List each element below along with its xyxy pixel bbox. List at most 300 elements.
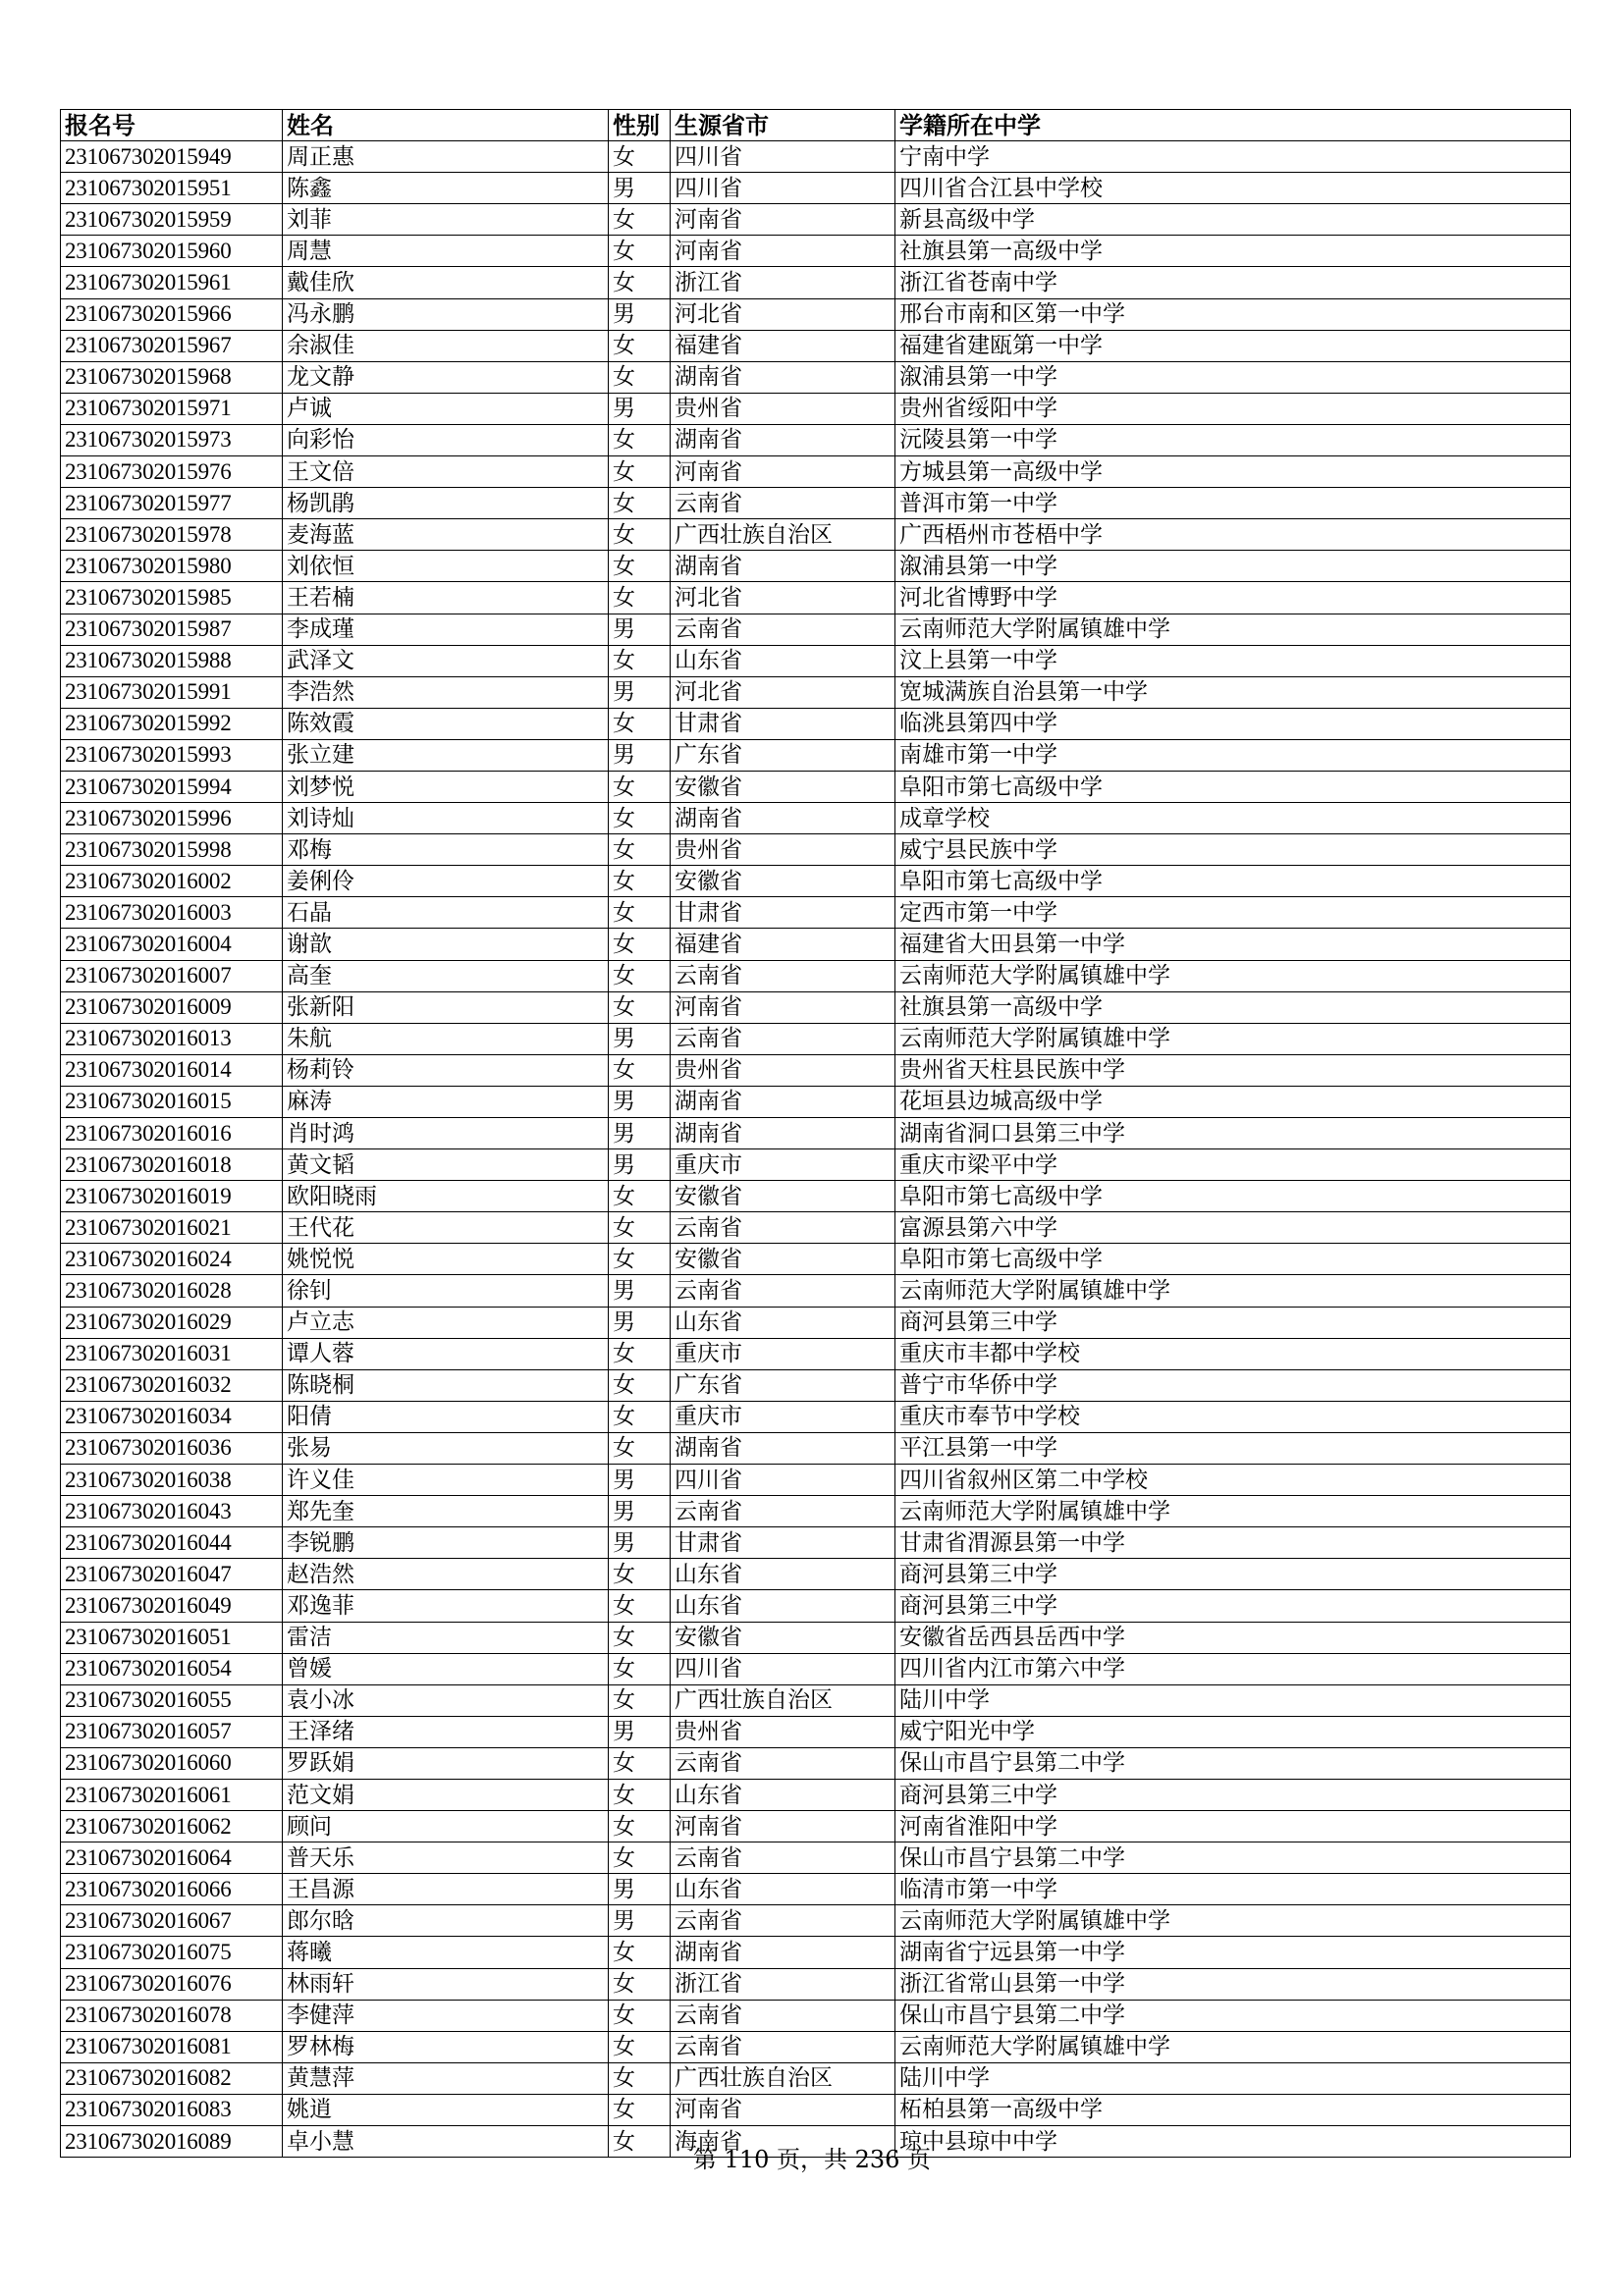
province-cell: 山东省	[671, 645, 895, 676]
table-row	[61, 929, 1571, 960]
registration-number-cell: 231067302016013	[61, 1023, 283, 1054]
school-cell: 云南师范大学附属镇雄中学	[895, 1496, 1571, 1527]
province-cell: 云南省	[671, 1747, 895, 1779]
registration-number-cell: 231067302015968	[61, 361, 283, 393]
school-cell: 普洱市第一中学	[895, 488, 1571, 519]
gender-cell: 女	[609, 424, 671, 455]
gender-cell: 女	[609, 1244, 671, 1275]
school-cell: 富源县第六中学	[895, 1212, 1571, 1244]
table-row	[61, 991, 1571, 1023]
name-cell: 李浩然	[283, 676, 609, 708]
table-row	[61, 551, 1571, 582]
table-row	[61, 204, 1571, 236]
gender-cell: 女	[609, 1653, 671, 1684]
gender-cell: 女	[609, 1811, 671, 1842]
school-cell: 安徽省岳西县岳西中学	[895, 1622, 1571, 1653]
registration-number-cell: 231067302016057	[61, 1716, 283, 1747]
school-cell: 新县高级中学	[895, 204, 1571, 236]
name-cell: 陈效霞	[283, 708, 609, 739]
table-row	[61, 456, 1571, 488]
registration-number-cell: 231067302015988	[61, 645, 283, 676]
gender-cell: 女	[609, 456, 671, 488]
header-name: 姓名	[283, 110, 609, 141]
province-cell: 河北省	[671, 298, 895, 330]
name-cell: 姜俐伶	[283, 866, 609, 897]
gender-cell: 女	[609, 1054, 671, 1086]
province-cell: 山东省	[671, 1307, 895, 1338]
name-cell: 蒋曦	[283, 1937, 609, 1968]
name-cell: 杨凯鹃	[283, 488, 609, 519]
school-cell: 威宁阳光中学	[895, 1716, 1571, 1747]
table-row	[61, 1937, 1571, 1968]
school-cell: 临洮县第四中学	[895, 708, 1571, 739]
province-cell: 湖南省	[671, 551, 895, 582]
registration-number-cell: 231067302016064	[61, 1842, 283, 1874]
table-row	[61, 1086, 1571, 1117]
province-cell: 河南省	[671, 236, 895, 267]
school-cell: 商河县第三中学	[895, 1779, 1571, 1810]
province-cell: 广东省	[671, 739, 895, 771]
name-cell: 谢歆	[283, 929, 609, 960]
province-cell: 浙江省	[671, 1968, 895, 2000]
province-cell: 湖南省	[671, 1086, 895, 1117]
school-cell: 宽城满族自治县第一中学	[895, 676, 1571, 708]
name-cell: 林雨轩	[283, 1968, 609, 2000]
name-cell: 陈晓桐	[283, 1369, 609, 1401]
gender-cell: 女	[609, 1401, 671, 1432]
table-row	[61, 488, 1571, 519]
registration-number-cell: 231067302016004	[61, 929, 283, 960]
school-cell: 阜阳市第七高级中学	[895, 866, 1571, 897]
school-cell: 四川省合江县中学校	[895, 173, 1571, 204]
name-cell: 黄文韬	[283, 1149, 609, 1181]
registration-number-cell: 231067302016081	[61, 2031, 283, 2062]
gender-cell: 男	[609, 739, 671, 771]
province-cell: 贵州省	[671, 1054, 895, 1086]
province-cell: 云南省	[671, 1905, 895, 1937]
name-cell: 周慧	[283, 236, 609, 267]
registration-number-cell: 231067302016024	[61, 1244, 283, 1275]
gender-cell: 女	[609, 1622, 671, 1653]
school-cell: 云南师范大学附属镇雄中学	[895, 960, 1571, 991]
province-cell: 云南省	[671, 2000, 895, 2031]
gender-cell: 女	[609, 645, 671, 676]
table-row	[61, 708, 1571, 739]
school-cell: 溆浦县第一中学	[895, 361, 1571, 393]
registration-number-cell: 231067302016061	[61, 1779, 283, 1810]
registration-number-cell: 231067302015991	[61, 676, 283, 708]
province-cell: 浙江省	[671, 267, 895, 298]
school-cell: 商河县第三中学	[895, 1559, 1571, 1590]
name-cell: 张易	[283, 1432, 609, 1464]
school-cell: 溆浦县第一中学	[895, 551, 1571, 582]
name-cell: 徐钊	[283, 1275, 609, 1307]
gender-cell: 女	[609, 267, 671, 298]
school-cell: 沅陵县第一中学	[895, 424, 1571, 455]
province-cell: 河南省	[671, 204, 895, 236]
school-cell: 甘肃省渭源县第一中学	[895, 1527, 1571, 1559]
registration-number-cell: 231067302016028	[61, 1275, 283, 1307]
table-row	[61, 330, 1571, 361]
province-cell: 云南省	[671, 1275, 895, 1307]
school-cell: 宁南中学	[895, 141, 1571, 173]
table-row	[61, 141, 1571, 173]
province-cell: 云南省	[671, 2031, 895, 2062]
gender-cell: 男	[609, 676, 671, 708]
registration-number-cell: 231067302016083	[61, 2094, 283, 2125]
school-cell: 成章学校	[895, 803, 1571, 834]
registration-number-cell: 231067302016019	[61, 1181, 283, 1212]
table-row	[61, 267, 1571, 298]
registration-number-cell: 231067302015985	[61, 582, 283, 614]
table-row	[61, 866, 1571, 897]
province-cell: 湖南省	[671, 361, 895, 393]
gender-cell: 女	[609, 1842, 671, 1874]
province-cell: 河南省	[671, 456, 895, 488]
gender-cell: 女	[609, 1212, 671, 1244]
gender-cell: 女	[609, 803, 671, 834]
name-cell: 许义佳	[283, 1465, 609, 1496]
gender-cell: 男	[609, 1307, 671, 1338]
name-cell: 戴佳欣	[283, 267, 609, 298]
registration-number-cell: 231067302016003	[61, 897, 283, 929]
school-cell: 临清市第一中学	[895, 1874, 1571, 1905]
gender-cell: 男	[609, 1023, 671, 1054]
school-cell: 陆川中学	[895, 2062, 1571, 2094]
name-cell: 阳倩	[283, 1401, 609, 1432]
school-cell: 福建省大田县第一中学	[895, 929, 1571, 960]
name-cell: 罗林梅	[283, 2031, 609, 2062]
gender-cell: 男	[609, 614, 671, 645]
header-gender: 性别	[609, 110, 671, 141]
table-row	[61, 676, 1571, 708]
school-cell: 云南师范大学附属镇雄中学	[895, 1023, 1571, 1054]
name-cell: 向彩怡	[283, 424, 609, 455]
registration-number-cell: 231067302016055	[61, 1684, 283, 1716]
province-cell: 安徽省	[671, 1244, 895, 1275]
table-body	[61, 141, 1571, 2158]
table-row	[61, 2000, 1571, 2031]
gender-cell: 女	[609, 330, 671, 361]
gender-cell: 女	[609, 2062, 671, 2094]
table-row	[61, 1307, 1571, 1338]
province-cell: 湖南省	[671, 1432, 895, 1464]
school-cell: 邢台市南和区第一中学	[895, 298, 1571, 330]
name-cell: 普天乐	[283, 1842, 609, 1874]
registration-number-cell: 231067302016002	[61, 866, 283, 897]
province-cell: 安徽省	[671, 771, 895, 802]
table-row	[61, 1212, 1571, 1244]
registration-number-cell: 231067302015994	[61, 771, 283, 802]
province-cell: 河南省	[671, 2094, 895, 2125]
name-cell: 卓小慧	[283, 2126, 609, 2158]
gender-cell: 女	[609, 2000, 671, 2031]
name-cell: 赵浩然	[283, 1559, 609, 1590]
table-row	[61, 1842, 1571, 1874]
header-origin-province: 生源省市	[671, 110, 895, 141]
name-cell: 黄慧萍	[283, 2062, 609, 2094]
header-registration-number: 报名号	[61, 110, 283, 141]
province-cell: 广西壮族自治区	[671, 519, 895, 551]
registration-number-cell: 231067302016038	[61, 1465, 283, 1496]
registration-number-cell: 231067302015996	[61, 803, 283, 834]
table-row	[61, 1527, 1571, 1559]
province-cell: 广东省	[671, 1369, 895, 1401]
registration-number-cell: 231067302016067	[61, 1905, 283, 1937]
gender-cell: 男	[609, 173, 671, 204]
registration-number-cell: 231067302016047	[61, 1559, 283, 1590]
table-row	[61, 1779, 1571, 1810]
school-cell: 普宁市华侨中学	[895, 1369, 1571, 1401]
gender-cell: 女	[609, 361, 671, 393]
table-row	[61, 1244, 1571, 1275]
registration-number-cell: 231067302016032	[61, 1369, 283, 1401]
province-cell: 贵州省	[671, 393, 895, 424]
name-cell: 龙文静	[283, 361, 609, 393]
registration-number-cell: 231067302015978	[61, 519, 283, 551]
province-cell: 云南省	[671, 1023, 895, 1054]
name-cell: 范文娟	[283, 1779, 609, 1810]
registration-number-cell: 231067302016076	[61, 1968, 283, 2000]
registration-number-cell: 231067302016051	[61, 1622, 283, 1653]
table-row	[61, 173, 1571, 204]
province-cell: 安徽省	[671, 866, 895, 897]
gender-cell: 女	[609, 1937, 671, 1968]
table-row	[61, 803, 1571, 834]
gender-cell: 男	[609, 393, 671, 424]
name-cell: 周正惠	[283, 141, 609, 173]
name-cell: 王代花	[283, 1212, 609, 1244]
table-row	[61, 1369, 1571, 1401]
province-cell: 山东省	[671, 1874, 895, 1905]
table-row	[61, 739, 1571, 771]
table-row	[61, 771, 1571, 802]
table-row	[61, 298, 1571, 330]
name-cell: 袁小冰	[283, 1684, 609, 1716]
name-cell: 邓梅	[283, 834, 609, 866]
name-cell: 郎尔晗	[283, 1905, 609, 1937]
registration-number-cell: 231067302016054	[61, 1653, 283, 1684]
table-row	[61, 1684, 1571, 1716]
gender-cell: 女	[609, 204, 671, 236]
school-cell: 重庆市奉节中学校	[895, 1401, 1571, 1432]
school-cell: 云南师范大学附属镇雄中学	[895, 2031, 1571, 2062]
province-cell: 广西壮族自治区	[671, 1684, 895, 1716]
province-cell: 山东省	[671, 1559, 895, 1590]
table-row	[61, 1905, 1571, 1937]
registration-number-cell: 231067302015951	[61, 173, 283, 204]
table-row	[61, 2031, 1571, 2062]
table-row	[61, 1023, 1571, 1054]
province-cell: 山东省	[671, 1779, 895, 1810]
province-cell: 云南省	[671, 960, 895, 991]
gender-cell: 女	[609, 1747, 671, 1779]
gender-cell: 女	[609, 708, 671, 739]
gender-cell: 女	[609, 519, 671, 551]
school-cell: 阜阳市第七高级中学	[895, 771, 1571, 802]
province-cell: 贵州省	[671, 1716, 895, 1747]
school-cell: 方城县第一高级中学	[895, 456, 1571, 488]
gender-cell: 女	[609, 1968, 671, 2000]
name-cell: 刘梦悦	[283, 771, 609, 802]
name-cell: 陈鑫	[283, 173, 609, 204]
gender-cell: 女	[609, 1338, 671, 1369]
school-cell: 浙江省常山县第一中学	[895, 1968, 1571, 2000]
gender-cell: 男	[609, 1149, 671, 1181]
school-cell: 四川省叙州区第二中学校	[895, 1465, 1571, 1496]
name-cell: 姚逍	[283, 2094, 609, 2125]
province-cell: 河北省	[671, 582, 895, 614]
province-cell: 湖南省	[671, 424, 895, 455]
gender-cell: 男	[609, 1086, 671, 1117]
gender-cell: 女	[609, 1369, 671, 1401]
table-row	[61, 1181, 1571, 1212]
registration-number-cell: 231067302015977	[61, 488, 283, 519]
school-cell: 阜阳市第七高级中学	[895, 1181, 1571, 1212]
name-cell: 王昌源	[283, 1874, 609, 1905]
table-row	[61, 1275, 1571, 1307]
name-cell: 欧阳晓雨	[283, 1181, 609, 1212]
gender-cell: 女	[609, 582, 671, 614]
table-row	[61, 582, 1571, 614]
province-cell: 河北省	[671, 676, 895, 708]
school-cell: 社旗县第一高级中学	[895, 991, 1571, 1023]
registration-number-cell: 231067302015976	[61, 456, 283, 488]
table-row	[61, 1747, 1571, 1779]
gender-cell: 女	[609, 834, 671, 866]
school-cell: 威宁县民族中学	[895, 834, 1571, 866]
gender-cell: 男	[609, 1905, 671, 1937]
table-row	[61, 1559, 1571, 1590]
name-cell: 张新阳	[283, 991, 609, 1023]
name-cell: 刘诗灿	[283, 803, 609, 834]
table-row	[61, 519, 1571, 551]
name-cell: 王若楠	[283, 582, 609, 614]
school-cell: 四川省内江市第六中学	[895, 1653, 1571, 1684]
province-cell: 贵州省	[671, 834, 895, 866]
table-row	[61, 1054, 1571, 1086]
name-cell: 王文倍	[283, 456, 609, 488]
gender-cell: 男	[609, 1275, 671, 1307]
table-row	[61, 1622, 1571, 1653]
gender-cell: 女	[609, 236, 671, 267]
registration-number-cell: 231067302015980	[61, 551, 283, 582]
table-row	[61, 1401, 1571, 1432]
registration-number-cell: 231067302016078	[61, 2000, 283, 2031]
school-cell: 河北省博野中学	[895, 582, 1571, 614]
gender-cell: 男	[609, 298, 671, 330]
province-cell: 四川省	[671, 173, 895, 204]
registration-number-cell: 231067302016014	[61, 1054, 283, 1086]
registration-number-cell: 231067302015998	[61, 834, 283, 866]
table-row	[61, 1590, 1571, 1622]
gender-cell: 男	[609, 1874, 671, 1905]
school-cell: 南雄市第一中学	[895, 739, 1571, 771]
school-cell: 福建省建瓯第一中学	[895, 330, 1571, 361]
school-cell: 汶上县第一中学	[895, 645, 1571, 676]
gender-cell: 女	[609, 2031, 671, 2062]
province-cell: 四川省	[671, 141, 895, 173]
table-row	[61, 1432, 1571, 1464]
table-row	[61, 1465, 1571, 1496]
name-cell: 罗跃娟	[283, 1747, 609, 1779]
registration-number-cell: 231067302016089	[61, 2126, 283, 2158]
table-row	[61, 424, 1571, 455]
registration-number-cell: 231067302016031	[61, 1338, 283, 1369]
table-row	[61, 1653, 1571, 1684]
registration-number-cell: 231067302016034	[61, 1401, 283, 1432]
name-cell: 高奎	[283, 960, 609, 991]
school-cell: 平江县第一中学	[895, 1432, 1571, 1464]
province-cell: 河南省	[671, 1811, 895, 1842]
name-cell: 李锐鹏	[283, 1527, 609, 1559]
school-cell: 花垣县边城高级中学	[895, 1086, 1571, 1117]
table-row	[61, 2094, 1571, 2125]
name-cell: 谭人蓉	[283, 1338, 609, 1369]
table-row	[61, 1338, 1571, 1369]
registration-number-cell: 231067302016018	[61, 1149, 283, 1181]
gender-cell: 女	[609, 897, 671, 929]
school-cell: 重庆市丰都中学校	[895, 1338, 1571, 1369]
registration-number-cell: 231067302015961	[61, 267, 283, 298]
school-cell: 云南师范大学附属镇雄中学	[895, 1905, 1571, 1937]
province-cell: 云南省	[671, 488, 895, 519]
gender-cell: 女	[609, 866, 671, 897]
gender-cell: 男	[609, 1716, 671, 1747]
province-cell: 湖南省	[671, 1118, 895, 1149]
gender-cell: 女	[609, 960, 671, 991]
gender-cell: 女	[609, 929, 671, 960]
registration-number-cell: 231067302016007	[61, 960, 283, 991]
table-row	[61, 1716, 1571, 1747]
registration-number-cell: 231067302016036	[61, 1432, 283, 1464]
registration-number-cell: 231067302015993	[61, 739, 283, 771]
gender-cell: 女	[609, 1779, 671, 1810]
gender-cell: 女	[609, 1181, 671, 1212]
gender-cell: 女	[609, 991, 671, 1023]
registration-number-cell: 231067302016016	[61, 1118, 283, 1149]
gender-cell: 男	[609, 1527, 671, 1559]
province-cell: 甘肃省	[671, 897, 895, 929]
table-row	[61, 1811, 1571, 1842]
name-cell: 肖时鸿	[283, 1118, 609, 1149]
province-cell: 海南省	[671, 2126, 895, 2158]
province-cell: 湖南省	[671, 803, 895, 834]
school-cell: 保山市昌宁县第二中学	[895, 2000, 1571, 2031]
province-cell: 安徽省	[671, 1181, 895, 1212]
school-cell: 广西梧州市苍梧中学	[895, 519, 1571, 551]
table-row	[61, 1968, 1571, 2000]
table-row	[61, 393, 1571, 424]
school-cell: 贵州省绥阳中学	[895, 393, 1571, 424]
table-row	[61, 361, 1571, 393]
table-row	[61, 614, 1571, 645]
province-cell: 甘肃省	[671, 1527, 895, 1559]
gender-cell: 男	[609, 1118, 671, 1149]
gender-cell: 男	[609, 1465, 671, 1496]
province-cell: 云南省	[671, 1842, 895, 1874]
admission-list-table	[60, 109, 1571, 2158]
school-cell: 阜阳市第七高级中学	[895, 1244, 1571, 1275]
table-row	[61, 1118, 1571, 1149]
registration-number-cell: 231067302015966	[61, 298, 283, 330]
province-cell: 湖南省	[671, 1937, 895, 1968]
name-cell: 冯永鹏	[283, 298, 609, 330]
province-cell: 山东省	[671, 1590, 895, 1622]
gender-cell: 女	[609, 2126, 671, 2158]
province-cell: 云南省	[671, 1496, 895, 1527]
school-cell: 湖南省宁远县第一中学	[895, 1937, 1571, 1968]
